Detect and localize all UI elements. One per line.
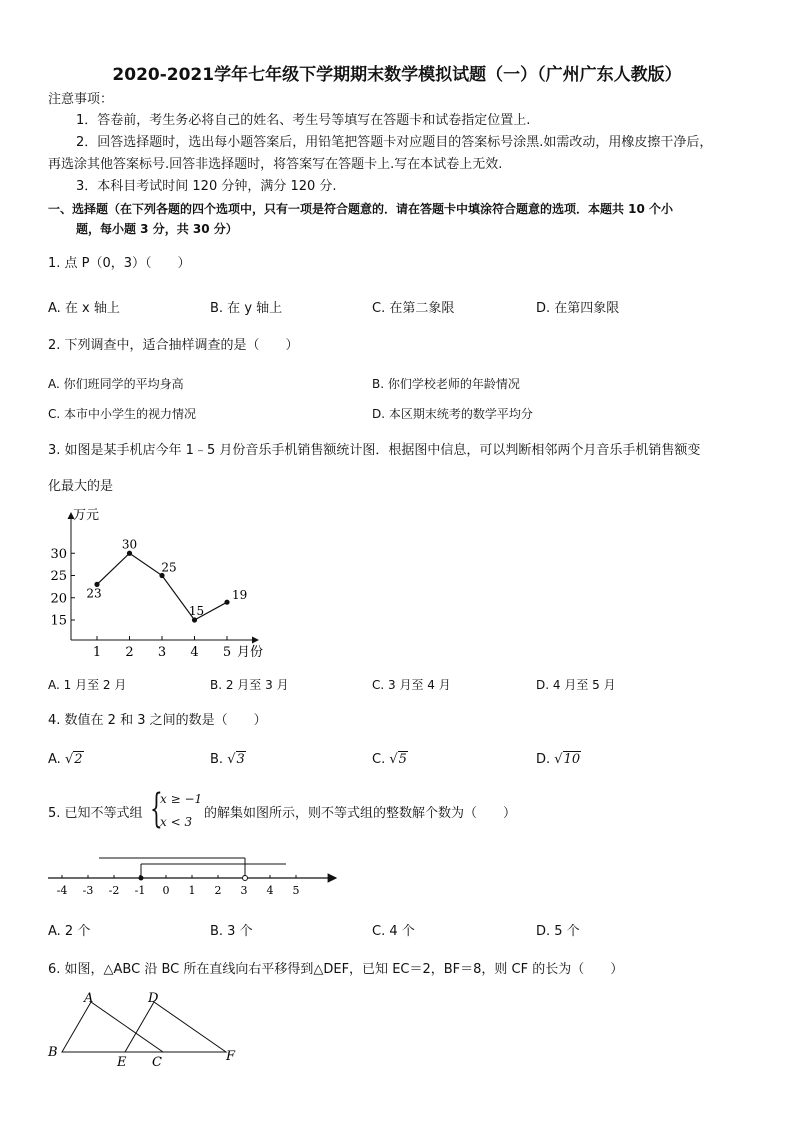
x-tick-label: 5 bbox=[222, 645, 232, 660]
q5-inequality-2: x < 3 bbox=[160, 815, 193, 829]
data-label: 23 bbox=[86, 586, 102, 601]
number-line-label: 0 bbox=[162, 884, 170, 897]
number-line-label: 2 bbox=[214, 884, 222, 897]
solid-dot-neg1 bbox=[139, 876, 144, 881]
section-heading-line-1: 一、选择题（在下列各题的四个选项中，只有一项是符合题意的．请在答题卡中填涂符合题意的选项．本题共 10 个小 bbox=[48, 202, 674, 216]
number-line-label: -3 bbox=[82, 884, 94, 897]
label-D: D bbox=[148, 991, 159, 1006]
q1-option-b: B. 在 y 轴上 bbox=[210, 301, 283, 316]
q3-option-a: A. 1 月至 2 月 bbox=[48, 678, 127, 692]
triangle-def bbox=[125, 1002, 226, 1052]
q4-option-c bbox=[372, 752, 408, 767]
q5-option-d: D. 5 个 bbox=[536, 924, 580, 939]
q4-option-a-radicand: 2 bbox=[74, 752, 83, 767]
q5-brace: { bbox=[150, 786, 163, 832]
q1-option-d: D. 在第四象限 bbox=[536, 301, 620, 316]
q2-option-d: D. 本区期末统考的数学平均分 bbox=[372, 407, 533, 421]
q6-translation-figure bbox=[40, 988, 250, 1074]
data-point bbox=[224, 600, 229, 605]
section-heading-line-2: 题，每小题 3 分，共 30 分） bbox=[76, 222, 238, 236]
q1-option-c: C. 在第二象限 bbox=[372, 301, 455, 316]
notice-line-3: 3．本科目考试时间 120 分钟，满分 120 分. bbox=[76, 179, 337, 194]
q2-option-b: B. 你们学校老师的年龄情况 bbox=[372, 377, 520, 391]
number-line-label: 3 bbox=[240, 884, 248, 897]
number-line-label: -1 bbox=[134, 884, 146, 897]
y-tick-label: 15 bbox=[50, 613, 67, 629]
q4-option-c-value: √5 bbox=[389, 752, 407, 767]
q4-option-d-radicand: 10 bbox=[563, 752, 581, 767]
label-A: A bbox=[84, 991, 94, 1006]
number-line-label: -4 bbox=[56, 884, 68, 897]
x-tick-label: 3 bbox=[157, 645, 167, 660]
q3-stem-line-1: 3. 如图是某手机店今年 1﹣5 月份音乐手机销售额统计图．根据图中信息，可以判断相邻两个月音乐手机销售额变 bbox=[48, 443, 701, 458]
chart-y-axis-label: 万元 bbox=[73, 508, 100, 523]
data-point bbox=[127, 551, 132, 556]
q1-stem: 1. 点 P（0，3）（ ） bbox=[48, 256, 191, 271]
x-tick-label: 2 bbox=[125, 645, 134, 660]
label-F: F bbox=[226, 1049, 236, 1064]
q4-option-a-value: √2 bbox=[64, 752, 83, 767]
q4-option-b-label: B. bbox=[210, 752, 224, 767]
q6-stem: 6. 如图，△ABC 沿 BC 所在直线向右平移得到△DEF，已知 EC＝2，BF＝8，则 CF 的长为（ ） bbox=[48, 962, 624, 977]
open-dot-3 bbox=[243, 876, 248, 881]
q4-option-a-label: A. bbox=[48, 752, 61, 767]
number-line-label: 4 bbox=[266, 884, 274, 897]
q4-option-b bbox=[210, 752, 246, 767]
y-tick-label: 20 bbox=[50, 591, 67, 607]
q4-option-a bbox=[48, 752, 84, 767]
q4-option-b-value: √3 bbox=[227, 752, 245, 767]
y-tick-label: 25 bbox=[50, 569, 67, 584]
q4-option-c-radicand: 5 bbox=[398, 752, 407, 767]
data-label: 30 bbox=[121, 537, 138, 552]
notice-line-1: 1．答卷前，考生务必将自己的姓名、考生号等填写在答题卡和试卷指定位置上. bbox=[76, 113, 531, 128]
q4-stem: 4. 数值在 2 和 3 之间的数是（ ） bbox=[48, 713, 267, 728]
data-label: 19 bbox=[232, 588, 248, 603]
number-line-label: 5 bbox=[292, 884, 300, 897]
label-C: C bbox=[152, 1055, 162, 1070]
x-tick-label: 1 bbox=[92, 645, 102, 660]
page-title: 2020-2021学年七年级下学期期末数学模拟试题（一）（广州广东人教版） bbox=[112, 65, 682, 85]
q5-stem-pre: 5. 已知不等式组 bbox=[48, 806, 143, 821]
data-label: 15 bbox=[188, 604, 205, 618]
q2-option-c: C. 本市中小学生的视力情况 bbox=[48, 407, 197, 421]
q5-option-a: A. 2 个 bbox=[48, 924, 91, 939]
q5-inequality-1: x ≥ −1 bbox=[160, 792, 203, 806]
q2-option-a: A. 你们班同学的平均身高 bbox=[48, 377, 184, 391]
number-line-label: -2 bbox=[108, 884, 120, 897]
q3-option-c: C. 3 月至 4 月 bbox=[372, 678, 451, 692]
q3-option-d: D. 4 月至 5 月 bbox=[536, 678, 616, 692]
q3-option-b: B. 2 月至 3 月 bbox=[210, 678, 289, 692]
q4-option-d-label: D. bbox=[536, 752, 551, 767]
label-B: B bbox=[48, 1045, 58, 1060]
data-point bbox=[192, 617, 197, 622]
notice-line-2a: 2．回答选择题时，选出每小题答案后，用铅笔把答题卡对应题目的答案标号涂黑.如需改动，用橡皮擦干净后， bbox=[76, 135, 713, 150]
x-tick-label: 4 bbox=[190, 645, 199, 660]
q4-option-d-value: √10 bbox=[554, 752, 581, 767]
label-E: E bbox=[117, 1055, 127, 1070]
sales-line-chart bbox=[40, 500, 280, 665]
triangle-abc bbox=[62, 1002, 163, 1052]
q5-option-b: B. 3 个 bbox=[210, 924, 253, 939]
number-line-label: 1 bbox=[188, 884, 196, 897]
q3-stem-line-2: 化最大的是 bbox=[48, 479, 114, 494]
notice-line-2b: 再选涂其他答案标号.回答非选择题时，将答案写在答题卡上.写在本试卷上无效. bbox=[48, 157, 503, 172]
q4-option-c-label: C. bbox=[372, 752, 386, 767]
q4-option-b-radicand: 3 bbox=[236, 752, 245, 767]
q5-number-line bbox=[40, 850, 350, 900]
notice-heading: 注意事项： bbox=[48, 92, 114, 107]
y-tick-label: 30 bbox=[50, 546, 67, 562]
q4-option-d bbox=[536, 752, 581, 767]
q2-stem: 2. 下列调查中，适合抽样调查的是（ ） bbox=[48, 338, 299, 353]
q5-stem-post: 的解集如图所示，则不等式组的整数解个数为（ ） bbox=[204, 806, 517, 821]
chart-x-axis-label: 月份 bbox=[237, 645, 264, 660]
q5-option-c: C. 4 个 bbox=[372, 924, 415, 939]
data-label: 25 bbox=[161, 560, 177, 575]
q1-option-a: A. 在 x 轴上 bbox=[48, 301, 120, 316]
